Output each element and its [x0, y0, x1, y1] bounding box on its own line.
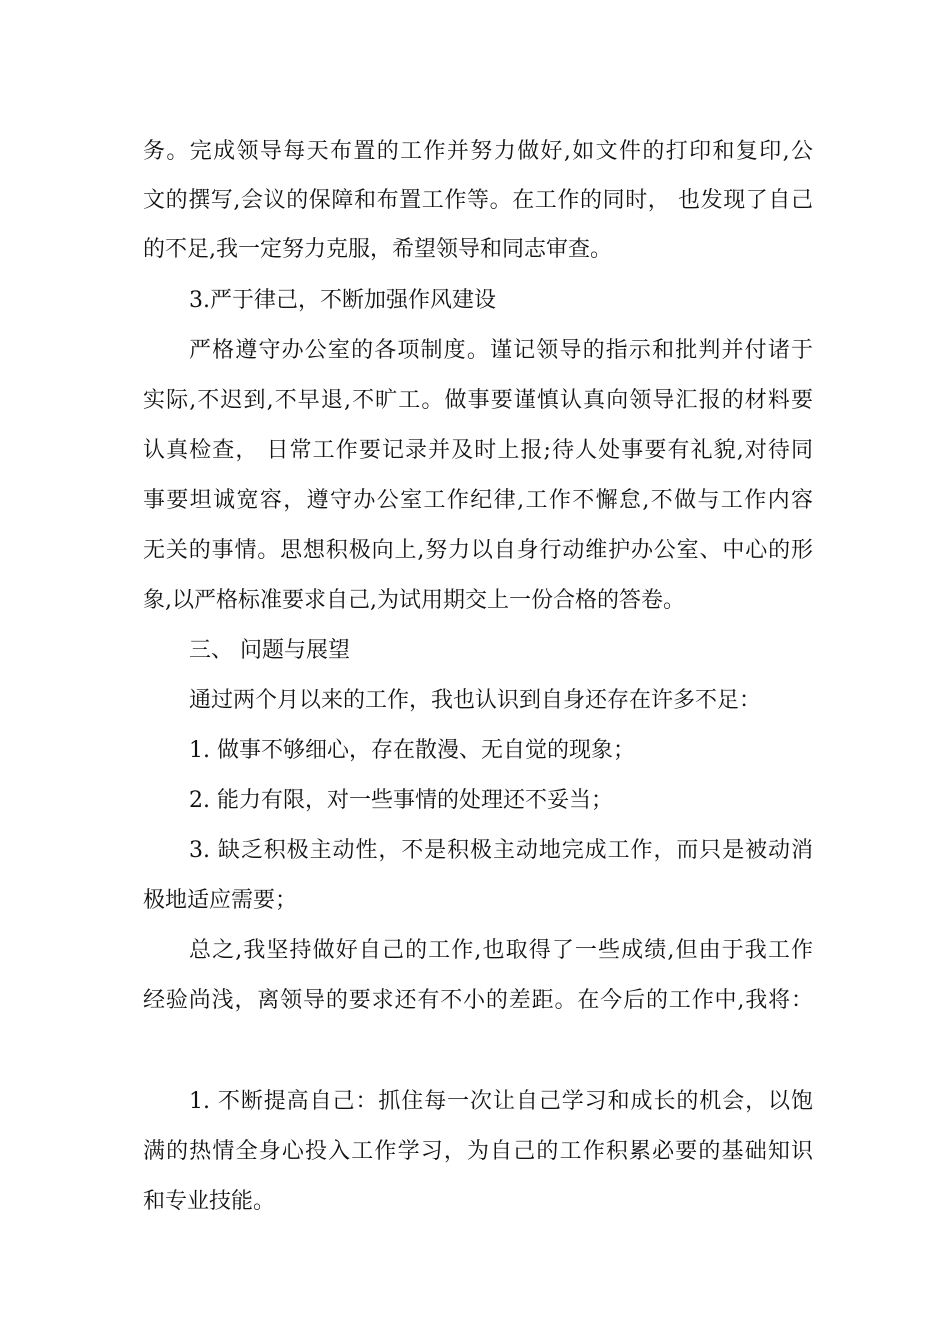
text-line: 文的撰写,会议的保障和布置工作等。在工作的同时， 也发现了自己	[143, 188, 813, 213]
paragraph-line: 通过两个月以来的工作，我也认识到自身还存在许多不足：	[189, 688, 762, 713]
list-item: 3. 缺乏积极主动性，不是积极主动地完成工作，而只是被动消	[189, 838, 813, 863]
text-line: 的不足,我一定努力克服，希望领导和同志审查。	[143, 237, 612, 262]
text-line: 务。完成领导每天布置的工作并努力做好,如文件的打印和复印,公	[143, 139, 813, 164]
text-line: 认真检查， 日常工作要记录并及时上报;待人处事要有礼貌,对待同	[143, 438, 813, 463]
list-item: 2. 能力有限，对一些事情的处理还不妥当；	[189, 788, 613, 813]
text-line: 满的热情全身心投入工作学习，为自己的工作积累必要的基础知识	[143, 1139, 813, 1164]
section-heading: 3.严于律己，不断加强作风建设	[189, 288, 496, 313]
text-line: 无关的事情。思想积极向上,努力以自身行动维护办公室、中心的形	[143, 538, 813, 563]
section-heading: 三、 问题与展望	[189, 638, 350, 663]
paragraph-line: 严格遵守办公室的各项制度。谨记领导的指示和批判并付诸于	[189, 338, 813, 363]
list-item: 1. 不断提高自己：抓住每一次让自己学习和成长的机会，以饱	[189, 1089, 813, 1114]
text-line: 事要坦诚宽容，遵守办公室工作纪律,工作不懈怠,不做与工作内容	[143, 488, 813, 513]
text-line: 极地适应需要；	[143, 888, 298, 913]
text-line: 和专业技能。	[143, 1189, 276, 1214]
text-line: 经验尚浅，离领导的要求还有不小的差距。在今后的工作中,我将：	[143, 988, 813, 1013]
paragraph-line: 总之,我坚持做好自己的工作,也取得了一些成绩,但由于我工作	[189, 938, 813, 963]
list-item: 1. 做事不够细心，存在散漫、无自觉的现象；	[189, 738, 635, 763]
text-line: 实际,不迟到,不早退,不旷工。做事要谨慎认真向领导汇报的材料要	[143, 388, 813, 413]
text-line: 象,以严格标准要求自己,为试用期交上一份合格的答卷。	[143, 588, 685, 613]
